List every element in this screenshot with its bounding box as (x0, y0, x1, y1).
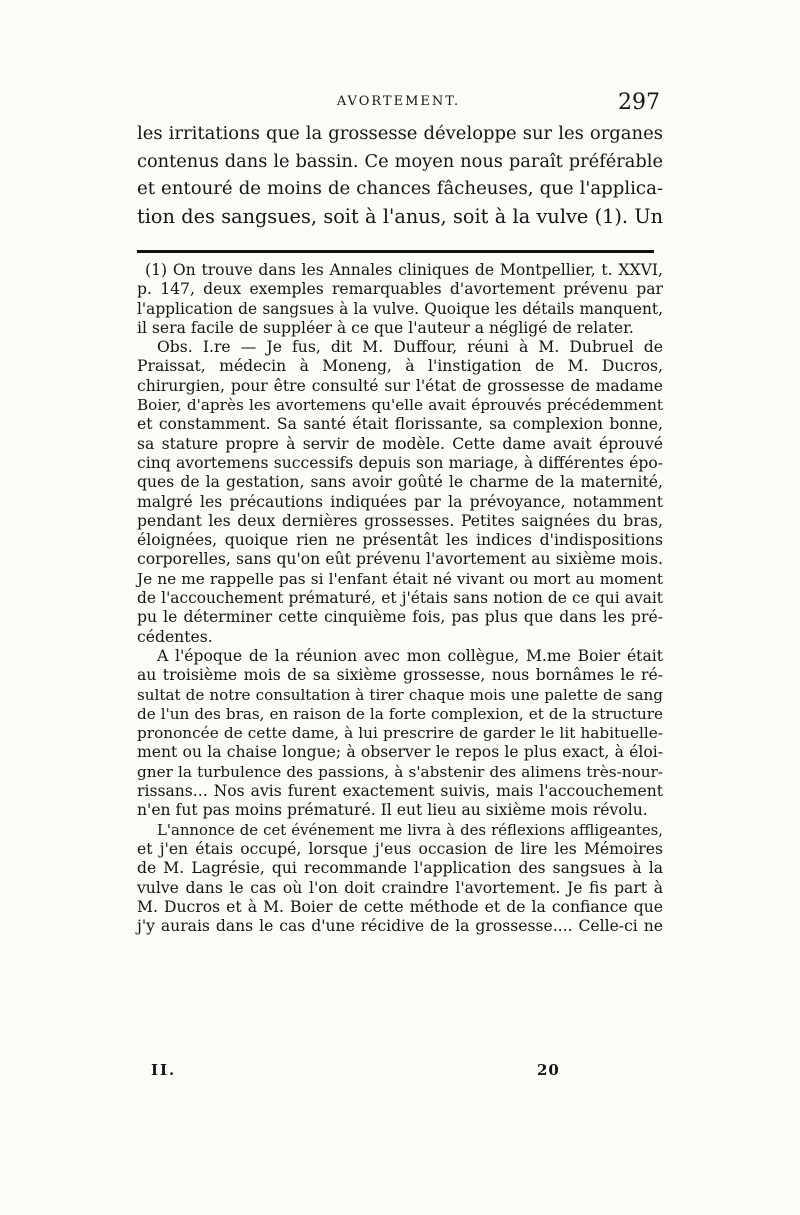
footnote-line: pu le déterminer cette cinquième fois, pas plus que dans les pré- (137, 608, 663, 627)
footnote-line: vulve dans le cas où l'on doit craindre l'avortement. Je fis part à (137, 878, 663, 897)
footnote-line: j'y aurais dans le cas d'une récidive de la grossesse.... Celle-ci ne (137, 917, 663, 936)
footnote-line: A l'époque de la réunion avec mon collègue, M.me Boier était (157, 646, 663, 665)
signature-number: 20 (537, 1061, 560, 1079)
footnote-line: de l'un des bras, en raison de la forte complexion, et de la structure (137, 704, 663, 723)
footnote-line: (1) On trouve dans les Annales cliniques de Montpellier, t. XXVI, (145, 261, 663, 279)
footnote-line: l'application de sangsues à la vulve. Quoique les détails manquent, (137, 299, 663, 318)
footnote-line: p. 147, deux exemples remarquables d'avortement prévenu par (137, 280, 663, 299)
footnote-line: pendant les deux dernières grossesses. Petites saignées du bras, (137, 511, 663, 530)
footnote-line: Boier, d'après les avortemens qu'elle avait éprouvés précédemment (137, 396, 663, 415)
text-line: tion des sangsues, soit à l'anus, soit à la vulve (1). Un (137, 205, 663, 229)
footnote-line: au troisième mois de sa sixième grossesse, nous bornâmes le ré- (137, 666, 663, 685)
footnote-line: Praissat, médecin à Moneng, à l'instigation de M. Ducros, (137, 357, 663, 376)
footnote-line: ques de la gestation, sans avoir goûté le charme de la maternité, (137, 473, 663, 492)
footnote-line: rissans... Nos avis furent exactement suivis, mais l'accouchement (137, 782, 663, 801)
footnote-rule (137, 250, 654, 253)
footnote-line: et constamment. Sa santé était florissante, sa complexion bonne, (137, 415, 663, 434)
footnote-line: Obs. I.re — Je fus, dit M. Duffour, réuni à M. Dubruel de (157, 338, 663, 357)
text-line: contenus dans le bassin. Ce moyen nous paraît préférable (137, 150, 663, 172)
footnote-line: et j'en étais occupé, lorsque j'eus occasion de lire les Mémoires (137, 839, 663, 858)
page-footer (137, 1061, 654, 1081)
footnote-line: prononcée de cette dame, à lui prescrire de garder le lit habituelle- (137, 724, 663, 743)
running-head (137, 92, 660, 116)
footnote-line: malgré les précautions indiquées par la prévoyance, notamment (137, 492, 663, 511)
footnote-line: cédentes. (137, 627, 213, 646)
footnote-line: chirurgien, pour être consulté sur l'état de grossesse de madame (137, 376, 663, 395)
footnote-line: il sera facile de suppléer à ce que l'auteur a négligé de relater. (137, 318, 634, 337)
footnote (137, 261, 663, 936)
text-line: les irritations que la grossesse développe sur les organes (137, 123, 663, 144)
footnote-line: cinq avortemens successifs depuis son mariage, à différentes épo- (137, 453, 663, 472)
signature-mark: II. (151, 1061, 177, 1079)
footnote-line: L'annonce de cet événement me livra à des réflexions affligeantes, (157, 820, 663, 839)
footnote-line: sa stature propre à servir de modèle. Cette dame avait éprouvé (137, 434, 663, 453)
running-title: AVORTEMENT. (336, 94, 461, 109)
footnote-line: gner la turbulence des passions, à s'abstenir des alimens très-nour- (137, 762, 663, 781)
page-number: 297 (618, 90, 660, 115)
footnote-line: sultat de notre consultation à tirer chaque mois une palette de sang (137, 685, 663, 704)
footnote-line: corporelles, sans qu'on eût prévenu l'avortement au sixième mois. (137, 550, 663, 569)
footnote-line: n'en fut pas moins prématuré. Il eut lieu au sixième mois révolu. (137, 801, 648, 820)
footnote-line: Je ne me rappelle pas si l'enfant était né vivant ou mort au moment (137, 569, 663, 588)
footnote-line: de l'accouchement prématuré, et j'étais sans notion de ce qui avait (137, 589, 663, 608)
main-text (137, 120, 663, 231)
text-line: et entouré de moins de chances fâcheuses, que l'applica- (137, 178, 663, 200)
footnote-line: éloignées, quoique rien ne présentât les indices d'indispositions (137, 531, 663, 550)
footnote-line: M. Ducros et à M. Boier de cette méthode et de la confiance que (137, 897, 663, 916)
footnote-line: ment ou la chaise longue; à observer le repos le plus exact, à éloi- (137, 743, 663, 762)
footnote-line: de M. Lagrésie, qui recommande l'application des sangsues à la (137, 859, 663, 878)
